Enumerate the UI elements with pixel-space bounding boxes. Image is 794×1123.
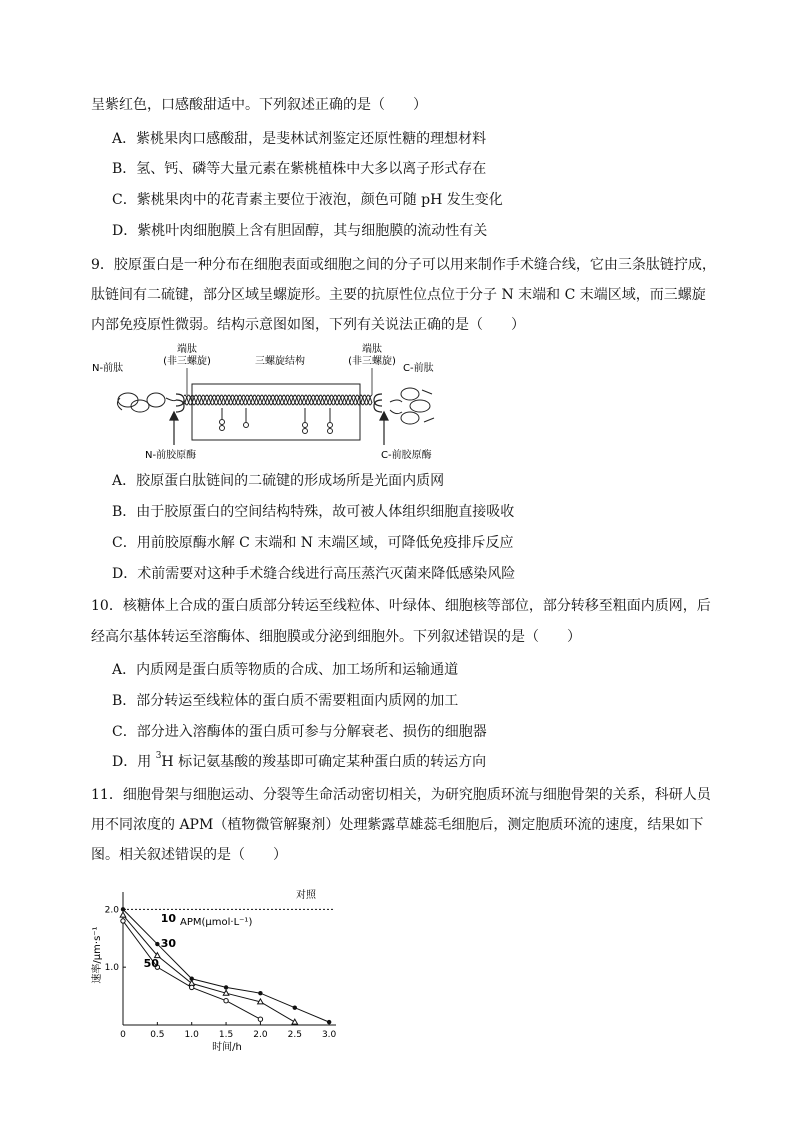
y-axis-label: 速率/μm·s⁻¹ (92, 926, 103, 984)
q9-stem-line-2: 肽链间有二硫键，部分区域呈螺旋形。主要的抗原性位点位于分子 N 末端和 C 末端区域，而三螺旋 (91, 287, 706, 303)
q9-option-c: C．用前胶原酶水解 C 末端和 N 末端区域，可降低免疫排斥反应 (112, 535, 514, 551)
end-peptide-left-label: 端肽 (177, 344, 197, 355)
q10-option-b: B．部分转运至线粒体的蛋白质不需要粗面内质网的加工 (112, 693, 459, 709)
point-50 (258, 1017, 262, 1021)
control-label: 对照 (296, 890, 316, 901)
triple-helix-strands (184, 395, 372, 405)
x-tick-label: 2.0 (253, 1030, 268, 1040)
c-enzyme-label: C-前胶原酶 (381, 450, 432, 461)
q8-option-b: B．氢、钙、磷等大量元素在紫桃植株中大多以离子形式存在 (112, 161, 487, 177)
q11-stem-line-1: 11．细胞骨架与细胞运动、分裂等生命活动密切相关，为研究胞质环流与细胞骨架的关系，科研人员 (91, 787, 711, 803)
n-propeptide-globule (117, 393, 176, 412)
x-tick-label: 1.0 (184, 1030, 199, 1040)
point-10 (155, 942, 159, 946)
series-label-30: 30 (160, 936, 177, 950)
point-30 (189, 980, 195, 985)
q8-option-a: A．紫桃果肉口感酸甜，是斐林试剂鉴定还原性糖的理想材料 (112, 131, 487, 147)
c-propeptide-globule (390, 388, 434, 424)
point-10 (327, 1020, 331, 1024)
q11-stem-line-3: 图。相关叙述错误的是（ ） (91, 847, 287, 863)
n-enzyme-label: N-前胶原酶 (145, 450, 197, 461)
end-peptide-right-sub: (非三螺旋) (348, 356, 396, 367)
y-tick-label: 1.0 (104, 963, 119, 974)
point-30 (120, 912, 126, 917)
q8-option-d: D．紫桃叶肉细胞膜上含有胆固醇，其与细胞膜的流动性有关 (112, 223, 488, 239)
point-10 (258, 991, 262, 995)
x-tick-label: 0.5 (150, 1030, 165, 1040)
x-tick-label: 3.0 (321, 1030, 337, 1040)
n-peptide-label: N-前肽 (92, 363, 124, 374)
point-10 (293, 1005, 297, 1009)
q9-option-b: B．由于胶原蛋白的空间结构特殊，故可被人体组织细胞直接吸收 (112, 504, 515, 520)
c-peptide-label: C-前肽 (403, 363, 434, 374)
point-10 (224, 985, 228, 989)
q9-stem-line-1: 9．胶原蛋白是一种分布在细胞表面或细胞之间的分子可以用来制作手术缝合线，它由三条肽链拧成， (91, 257, 716, 273)
apm-cytoplasmic-streaming-chart (88, 880, 348, 1055)
q8-option-c: C．紫桃果肉中的花青素主要位于液泡，颜色可随 pH 发生变化 (112, 192, 503, 208)
q9-option-d: D．术前需要对这种手术缝合线进行高压蒸汽灭菌来降低感染风险 (112, 566, 516, 582)
point-50 (121, 919, 125, 923)
q10-option-d: D．用 $^3$H 标记氨基酸的羧基即可确定某种蛋白质的转运方向 (112, 751, 487, 770)
point-50 (224, 999, 228, 1003)
end-peptide-left-sub: (非三螺旋) (163, 356, 211, 367)
q9-stem-line-3: 内部免疫原性微弱。结构示意图如图，下列有关说法正确的是（ ） (91, 317, 525, 333)
point-50 (190, 985, 194, 989)
x-tick-label: 2.5 (287, 1030, 302, 1040)
triple-helix-label: 三螺旋结构 (255, 356, 305, 367)
series-label-10: 10 (160, 912, 177, 926)
q10-option-c: C．部分进入溶酶体的蛋白质可参与分解衰老、损伤的细胞器 (112, 724, 487, 740)
q10-option-a: A．内质网是蛋白质等物质的合成、加工场所和运输通道 (112, 662, 459, 678)
triple-helix-box (192, 384, 360, 440)
side-chain-markers (220, 408, 333, 434)
isotope-superscript: 3 (155, 751, 162, 761)
x-tick-label: 1.5 (218, 1030, 234, 1040)
point-30 (292, 1019, 298, 1024)
point-10 (121, 907, 125, 911)
q11-stem-line-2: 用不同浓度的 APM（植物微管解聚剂）处理紫露草雄蕊毛细胞后，测定胞质环流的速度，结果如下 (91, 817, 704, 833)
y-tick-label: 2.0 (104, 905, 119, 916)
q9-option-a: A．胶原蛋白肽链间的二硫键的形成场所是光面内质网 (112, 473, 445, 489)
q10-stem-line-2: 经高尔基体转运至溶酶体、细胞膜或分泌到细胞外。下列叙述错误的是（ ） (91, 629, 581, 645)
point-30 (258, 999, 264, 1004)
x-axis-label: 时间/h (212, 1042, 242, 1053)
q8-stem-end: 呈紫红色，口感酸甜适中。下列叙述正确的是（ ） (91, 97, 427, 113)
q10-stem-line-1: 10．核糖体上合成的蛋白质部分转运至线粒体、叶绿体、细胞核等部位，部分转移至粗面内质网，后 (91, 598, 711, 614)
point-30 (223, 990, 229, 995)
x-tick-label: 0 (120, 1030, 126, 1040)
series-label-50: 50 (143, 957, 159, 971)
legend-title: APM(μmol·L⁻¹) (180, 917, 253, 928)
end-peptide-right-label: 端肽 (362, 344, 382, 355)
collagen-structure-diagram (90, 340, 530, 465)
